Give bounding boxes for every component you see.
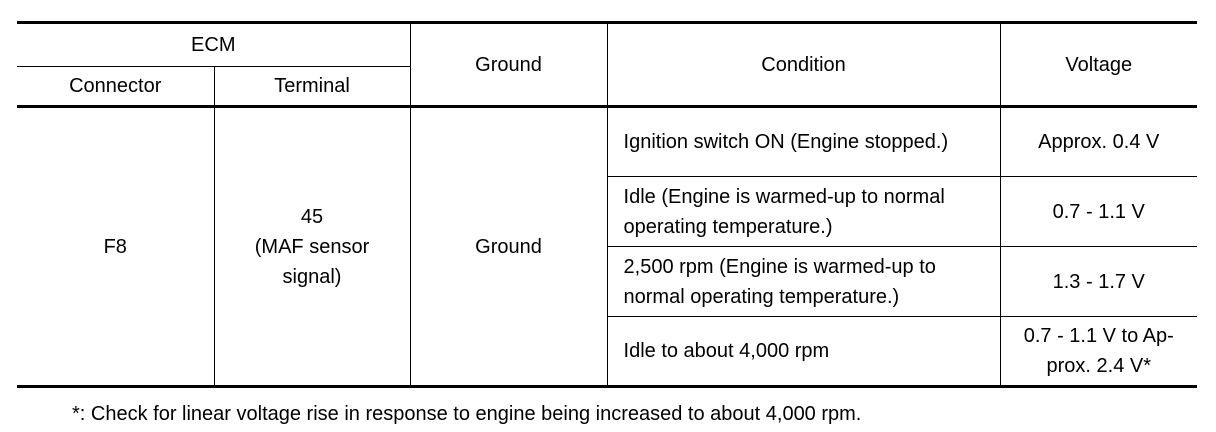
voltage-cell: 0.7 - 1.1 V to Ap-prox. 2.4 V* (1000, 317, 1197, 387)
connector-cell: F8 (17, 107, 214, 387)
condition-cell: Ignition switch ON (Engine stopped.) (607, 107, 1000, 177)
header-condition: Condition (607, 23, 1000, 107)
terminal-cell (214, 107, 410, 387)
condition-cell: 2,500 rpm (Engine is warmed-up to normal operating temperature.) (607, 247, 1000, 317)
voltage-cell: 0.7 - 1.1 V (1000, 177, 1197, 247)
header-ground: Ground (410, 23, 607, 107)
table-footnote: *: Check for linear voltage rise in response to engine being increased to about 4,000 rpm. (72, 403, 862, 425)
voltage-cell: Approx. 0.4 V (1000, 107, 1197, 177)
header-voltage: Voltage (1000, 23, 1197, 107)
header-terminal: Terminal (214, 67, 410, 107)
terminal-description-line-2: signal) (282, 265, 342, 288)
header-connector: Connector (17, 67, 214, 107)
table-row (17, 107, 1197, 177)
condition-cell: Idle (Engine is warmed-up to normal operating temperature.) (607, 177, 1000, 247)
voltage-cell: 1.3 - 1.7 V (1000, 247, 1197, 317)
ground-cell: Ground (410, 107, 607, 387)
header-ecm: ECM (17, 23, 410, 67)
ecm-voltage-table (17, 21, 1197, 388)
condition-cell: Idle to about 4,000 rpm (607, 317, 1000, 387)
terminal-description-line-1: (MAF sensor (254, 235, 370, 258)
terminal-number: 45 (300, 205, 324, 228)
